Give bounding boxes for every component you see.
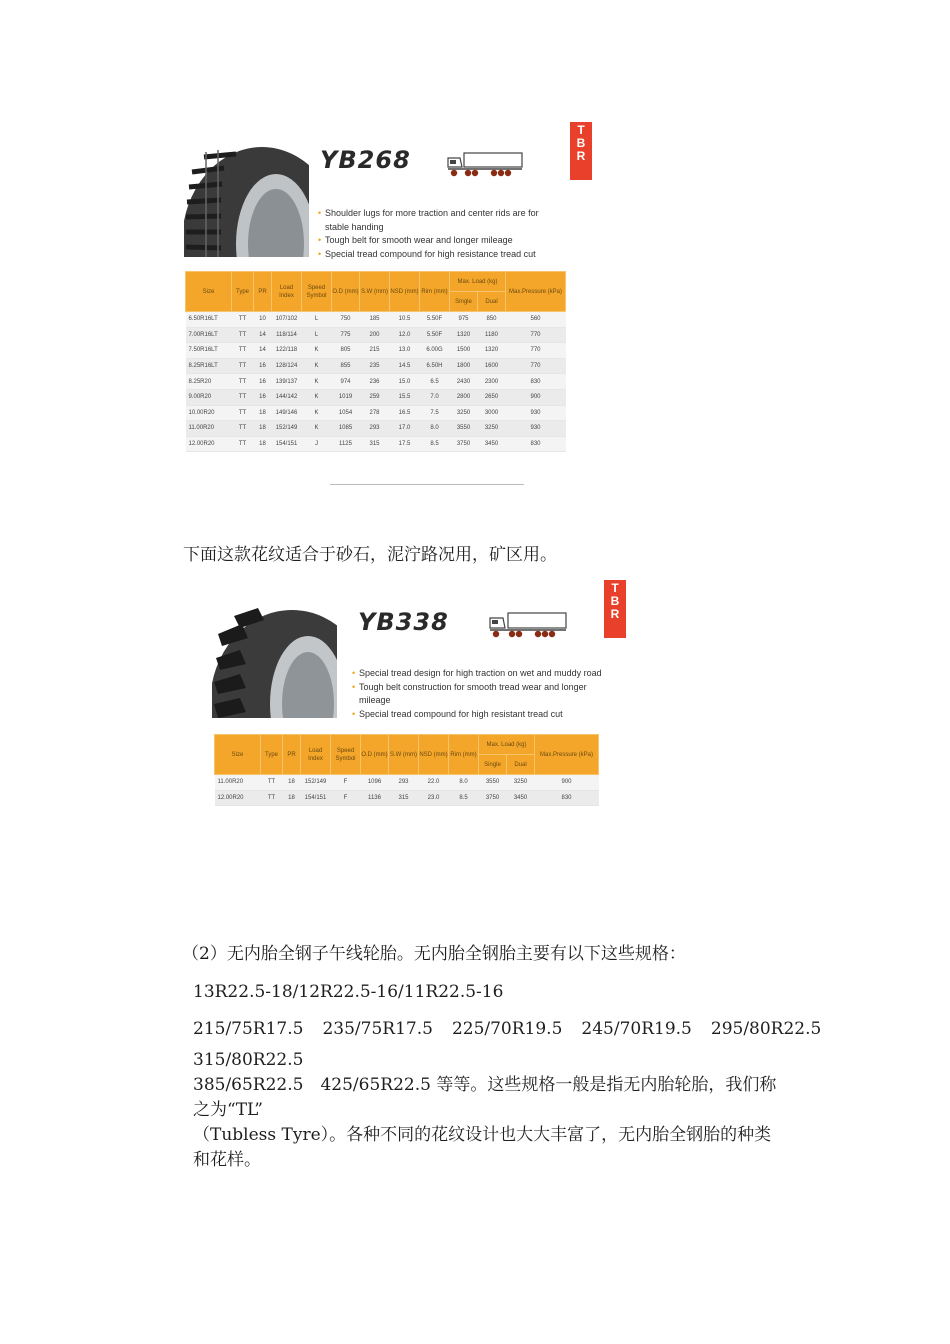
table-row — [186, 374, 566, 390]
table-cell: 1054 — [332, 405, 360, 421]
paragraph-line: 和花样。 — [193, 1150, 261, 1170]
table-cell: 6.50H — [420, 358, 450, 374]
feature-item: • Special tread design for high traction on wet and muddy road — [352, 667, 608, 681]
table-cell: 1096 — [361, 775, 389, 791]
table-cell: 7.0 — [420, 389, 450, 405]
table-cell: 560 — [506, 312, 566, 328]
table-cell: 185 — [360, 312, 390, 328]
col-header-max-pressure: Max.Pressure (kPa) — [535, 735, 599, 775]
table-cell: J — [302, 436, 332, 452]
table-row — [186, 436, 566, 452]
table-cell: 1180 — [478, 327, 506, 343]
col-header-max-pressure: Max.Pressure (kPa) — [506, 272, 566, 312]
col-header-single: Single — [450, 292, 478, 312]
spec-table — [185, 271, 566, 452]
table-cell: 10.00R20 — [186, 405, 232, 421]
table-cell: 18 — [254, 421, 272, 437]
table-cell: 8.0 — [449, 775, 479, 791]
paragraph-line: （Tubless Tyre）。各种不同的花纹设计也大大丰富了，无内胎全钢胎的种类 — [193, 1125, 772, 1145]
table-cell: 12.0 — [390, 327, 420, 343]
table-cell: 154/151 — [272, 436, 302, 452]
col-header-max-load: Max. Load (kg) — [450, 272, 506, 292]
table-cell: 3450 — [478, 436, 506, 452]
tire-tread-image — [184, 132, 309, 257]
table-cell: 8.5 — [420, 436, 450, 452]
table-cell: 7.00R16LT — [186, 327, 232, 343]
table-cell: L — [302, 327, 332, 343]
table-cell: 144/142 — [272, 389, 302, 405]
table-cell: 1136 — [361, 790, 389, 806]
table-row — [186, 343, 566, 359]
table-row — [186, 405, 566, 421]
table-cell: 17.0 — [390, 421, 420, 437]
table-cell: 215 — [360, 343, 390, 359]
table-cell: 6.5 — [420, 374, 450, 390]
table-row — [215, 775, 599, 791]
truck-icon — [488, 610, 568, 640]
table-row — [186, 389, 566, 405]
table-cell: 152/149 — [301, 775, 331, 791]
col-header-od: O.D (mm) — [361, 735, 389, 775]
col-header-pr: PR — [283, 735, 301, 775]
table-cell: 3250 — [450, 405, 478, 421]
table-cell: 6.50R16LT — [186, 312, 232, 328]
table-cell: 770 — [506, 343, 566, 359]
col-header-rim: Rim (mm) — [420, 272, 450, 312]
table-cell: 315 — [360, 436, 390, 452]
table-cell: TT — [232, 389, 254, 405]
table-cell: 128/124 — [272, 358, 302, 374]
table-cell: 12.00R20 — [186, 436, 232, 452]
table-cell: 18 — [283, 790, 301, 806]
table-cell: 18 — [283, 775, 301, 791]
table-cell: 7.5 — [420, 405, 450, 421]
table-cell: 6.00G — [420, 343, 450, 359]
table-cell: 17.5 — [390, 436, 420, 452]
table-cell: 5.50F — [420, 327, 450, 343]
table-cell: 1320 — [478, 343, 506, 359]
table-cell: 293 — [389, 775, 419, 791]
table-cell: 16.5 — [390, 405, 420, 421]
table-cell: 118/114 — [272, 327, 302, 343]
table-cell: 1600 — [478, 358, 506, 374]
table-cell: 3250 — [507, 775, 535, 791]
spec-list-line-1: 13R22.5-18/12R22.5-16/11R22.5-16 — [193, 982, 504, 1002]
table-cell: 5.50F — [420, 312, 450, 328]
table-cell: TT — [261, 775, 283, 791]
table-row — [186, 312, 566, 328]
col-header-size: Size — [186, 272, 232, 312]
table-cell: 930 — [506, 405, 566, 421]
table-cell: 16 — [254, 374, 272, 390]
table-cell: 11.00R20 — [186, 421, 232, 437]
table-cell: K — [302, 405, 332, 421]
col-header-od: O.D (mm) — [332, 272, 360, 312]
col-header-speed-symbol: Speed Symbol — [331, 735, 361, 775]
table-cell: 3000 — [478, 405, 506, 421]
table-cell: 3750 — [450, 436, 478, 452]
truck-icon — [446, 150, 524, 178]
feature-item: • Tough belt construction for smooth tread wear and longer mileage — [352, 681, 608, 708]
spec-size: 245/70R19.5 — [581, 1019, 692, 1039]
table-cell: 1125 — [332, 436, 360, 452]
table-cell: 2650 — [478, 389, 506, 405]
feature-list — [318, 207, 558, 261]
table-cell: 278 — [360, 405, 390, 421]
table-cell: 9.00R20 — [186, 389, 232, 405]
table-cell: 1085 — [332, 421, 360, 437]
table-cell: 900 — [506, 389, 566, 405]
feature-item: • Tough belt for smooth wear and longer mileage — [318, 234, 558, 248]
col-header-dual: Dual — [507, 755, 535, 775]
table-row — [215, 790, 599, 806]
table-row — [186, 327, 566, 343]
table-cell: 850 — [478, 312, 506, 328]
table-cell: 236 — [360, 374, 390, 390]
col-header-sw: S.W (mm) — [389, 735, 419, 775]
table-cell: 2300 — [478, 374, 506, 390]
feature-item: • Special tread compound for high resistant tread cut — [352, 708, 608, 722]
table-cell: TT — [232, 312, 254, 328]
table-cell: 293 — [360, 421, 390, 437]
table-cell: 750 — [332, 312, 360, 328]
table-cell: K — [302, 343, 332, 359]
table-cell: 8.0 — [420, 421, 450, 437]
table-cell: F — [331, 775, 361, 791]
col-header-load-index: Load Index — [272, 272, 302, 312]
table-cell: 974 — [332, 374, 360, 390]
table-cell: 139/137 — [272, 374, 302, 390]
table-cell: 200 — [360, 327, 390, 343]
table-cell: 14 — [254, 327, 272, 343]
table-cell: TT — [232, 374, 254, 390]
table-row — [186, 358, 566, 374]
col-header-dual: Dual — [478, 292, 506, 312]
table-cell: 775 — [332, 327, 360, 343]
table-cell: 10.5 — [390, 312, 420, 328]
table-cell: TT — [232, 327, 254, 343]
table-cell: F — [331, 790, 361, 806]
table-cell: 1019 — [332, 389, 360, 405]
table-cell: 122/118 — [272, 343, 302, 359]
feature-list — [352, 667, 608, 721]
table-cell: 770 — [506, 358, 566, 374]
table-cell: 235 — [360, 358, 390, 374]
table-cell: 7.50R16LT — [186, 343, 232, 359]
table-cell: 830 — [535, 790, 599, 806]
table-cell: 15.0 — [390, 374, 420, 390]
spec-size: 235/75R17.5 — [322, 1019, 433, 1039]
table-cell: 8.25R16LT — [186, 358, 232, 374]
col-header-speed-symbol: Speed Symbol — [302, 272, 332, 312]
table-cell: 830 — [506, 436, 566, 452]
product-card-yb268 — [182, 120, 594, 488]
spec-size: 315/80R22.5 — [193, 1050, 304, 1070]
table-cell: TT — [232, 421, 254, 437]
table-cell: 900 — [535, 775, 599, 791]
spec-size: 215/75R17.5 — [193, 1019, 304, 1039]
table-cell: 259 — [360, 389, 390, 405]
col-header-pr: PR — [254, 272, 272, 312]
table-cell: TT — [232, 405, 254, 421]
table-cell: 154/151 — [301, 790, 331, 806]
table-cell: 3550 — [479, 775, 507, 791]
table-cell: 3750 — [479, 790, 507, 806]
table-cell: TT — [261, 790, 283, 806]
table-cell: 13.0 — [390, 343, 420, 359]
table-cell: L — [302, 312, 332, 328]
table-cell: 2430 — [450, 374, 478, 390]
table-cell: 12.00R20 — [215, 790, 261, 806]
product-card-yb338 — [212, 578, 636, 810]
tire-tread-image — [212, 594, 337, 718]
table-cell: 930 — [506, 421, 566, 437]
spec-table — [214, 734, 599, 806]
col-header-type: Type — [232, 272, 254, 312]
table-cell: TT — [232, 343, 254, 359]
section-heading: （2）无内胎全钢子午线轮胎。无内胎全钢胎主要有以下这些规格： — [182, 944, 686, 964]
table-cell: K — [302, 389, 332, 405]
table-cell: 3250 — [478, 421, 506, 437]
cropped-edge — [330, 484, 524, 486]
table-cell: 149/146 — [272, 405, 302, 421]
model-title: YB338 — [358, 608, 449, 636]
table-cell: K — [302, 358, 332, 374]
col-header-nsd: NSD (mm) — [390, 272, 420, 312]
table-cell: 3550 — [450, 421, 478, 437]
table-cell: 1320 — [450, 327, 478, 343]
table-cell: 2800 — [450, 389, 478, 405]
spec-sizes — [193, 1018, 822, 1040]
table-cell: TT — [232, 436, 254, 452]
col-header-size: Size — [215, 735, 261, 775]
col-header-max-load: Max. Load (kg) — [479, 735, 535, 755]
table-cell: 18 — [254, 436, 272, 452]
table-cell: 770 — [506, 327, 566, 343]
feature-item: • Special tread compound for high resistance tread cut — [318, 248, 558, 262]
intro-text: 下面这款花纹适合于砂石，泥泞路况用，矿区用。 — [183, 545, 557, 565]
table-row — [186, 421, 566, 437]
table-cell: 830 — [506, 374, 566, 390]
spec-size: 225/70R19.5 — [451, 1019, 563, 1039]
table-cell: 855 — [332, 358, 360, 374]
table-cell: 22.0 — [419, 775, 449, 791]
table-cell: 1500 — [450, 343, 478, 359]
table-cell: 10 — [254, 312, 272, 328]
spec-size: 295/80R22.5 — [710, 1019, 822, 1039]
col-header-load-index: Load Index — [301, 735, 331, 775]
table-cell: 107/102 — [272, 312, 302, 328]
model-title: YB268 — [320, 146, 411, 174]
feature-item: • Shoulder lugs for more traction and center rids are for stable handing — [318, 207, 558, 234]
table-cell: TT — [232, 358, 254, 374]
col-header-type: Type — [261, 735, 283, 775]
paragraph-line: 385/65R22.5 425/65R22.5 等等。这些规格一般是指无内胎轮胎，我们称 — [193, 1075, 777, 1095]
table-cell: 23.0 — [419, 790, 449, 806]
col-header-sw: S.W (mm) — [360, 272, 390, 312]
table-cell: 16 — [254, 358, 272, 374]
table-cell: 16 — [254, 389, 272, 405]
col-header-nsd: NSD (mm) — [419, 735, 449, 775]
tbr-badge: T B R — [604, 580, 626, 638]
table-cell: 11.00R20 — [215, 775, 261, 791]
table-cell: 1800 — [450, 358, 478, 374]
table-cell: 805 — [332, 343, 360, 359]
tbr-badge: T B R — [570, 122, 592, 180]
table-cell: 152/149 — [272, 421, 302, 437]
table-cell: 8.25R20 — [186, 374, 232, 390]
table-cell: 3450 — [507, 790, 535, 806]
table-cell: 975 — [450, 312, 478, 328]
col-header-single: Single — [479, 755, 507, 775]
table-cell: K — [302, 421, 332, 437]
col-header-rim: Rim (mm) — [449, 735, 479, 775]
table-cell: 8.5 — [449, 790, 479, 806]
paragraph-line: 之为“TL” — [193, 1100, 263, 1120]
table-cell: 14 — [254, 343, 272, 359]
table-cell: 18 — [254, 405, 272, 421]
table-cell: 15.5 — [390, 389, 420, 405]
table-cell: K — [302, 374, 332, 390]
table-cell: 315 — [389, 790, 419, 806]
table-cell: 14.5 — [390, 358, 420, 374]
